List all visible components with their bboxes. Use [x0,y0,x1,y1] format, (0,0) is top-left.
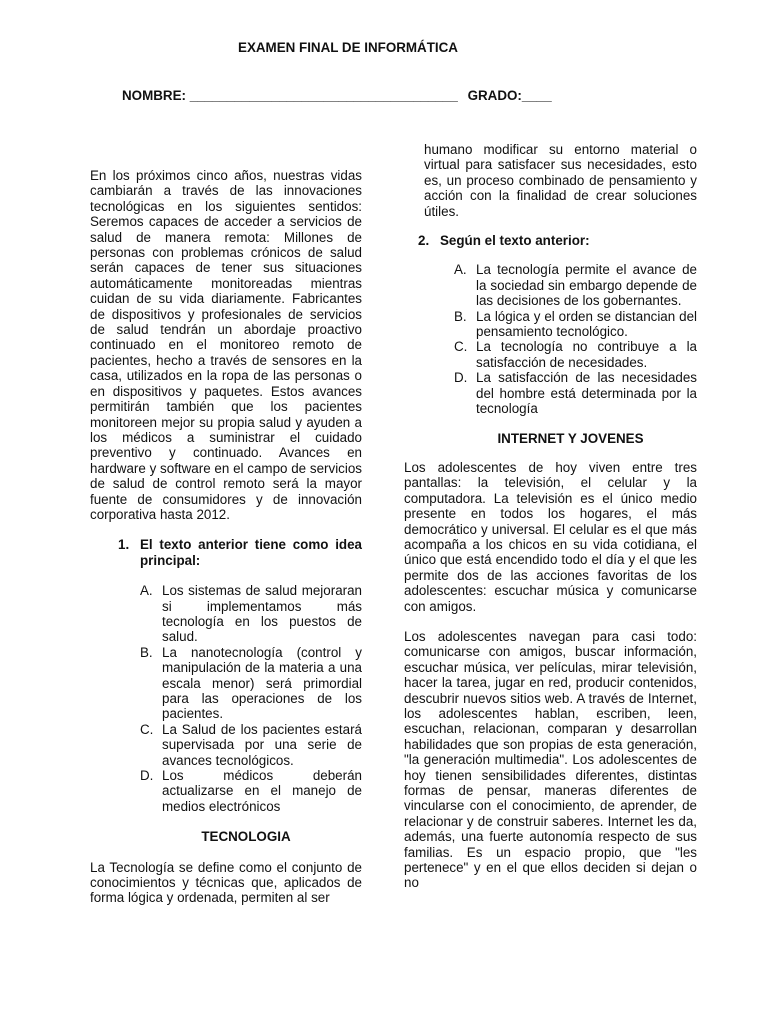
question-1-text: El texto anterior tiene como idea principal: [140,537,362,568]
question-1-option-b [140,645,362,722]
question-1-option-d [140,768,362,814]
question-1-number: 1. [118,537,130,553]
question-2-option-c [454,339,697,370]
question-1-options [140,583,362,814]
question-2-options [454,262,697,416]
intro-paragraph: En los próximos cinco años, nuestras vidas cambiarán a través de las innovaciones tecnológicas en los siguientes sentidos: Seremos capaces de acceder a servicios de salud de manera remota: Millones de personas con problemas crónicos de salud serán capaces de tener sus situaciones automáticamente monitoreadas mientras cuidan de su vida diariamente. Fabricantes de dispositivos y profesionales de servicios de salud tendrán un abordaje proactivo continuado en el monitoreo remoto de pacientes, hecho a través de sensores en la casa, utilizados en la ropa de las personas o en dispositivos y paquetes. Estos avances permitirán también que los pacientes monitoreen mejor su propia salud y ayuden a los médicos a suministrar el cuidado preventivo y continuado. Avances en hardware y software en el campo de servicios de salud de control remoto será la mayor fuente de consumidores y de innovación corporativa hasta 2012. [90,168,362,522]
option-letter: A. [140,583,153,599]
option-letter: D. [454,370,468,386]
right-column [404,142,697,891]
option-text: Los sistemas de salud mejoraran si implementamos más tecnología en los puestos de salud. [162,583,362,645]
tecnologia-heading: TECNOLOGIA [201,829,291,845]
internet-heading: INTERNET Y JOVENES [497,430,644,446]
option-text: Los médicos deberán actualizarse en el manejo de medios electrónicos [162,768,362,814]
question-2-option-a [454,262,697,308]
question-2 [418,233,697,248]
question-2-number: 2. [418,233,430,249]
option-text: La nanotecnología (control y manipulación de la materia a una escala menor) será primordial para las operaciones de los pacientes. [162,644,362,722]
option-text: La tecnología permite el avance de la sociedad sin embargo depende de las decisiones de los gobernantes. [476,262,697,309]
option-text: La lógica y el orden se distancian del pensamiento tecnológico. [476,308,697,340]
question-2-option-d [454,370,697,416]
question-1 [118,537,362,568]
grade-label: GRADO: [467,88,522,103]
option-letter: C. [140,721,154,737]
option-letter: B. [454,308,467,324]
name-label: NOMBRE: [122,88,186,103]
question-1-option-a [140,583,362,645]
question-2-option-b [454,309,697,340]
grade-blank: ____ [521,88,552,103]
name-blank: ____________________________________ [189,88,458,103]
tecnologia-paragraph-end: humano modificar su entorno material o virtual para satisfacer sus necesidades, esto es, un proceso combinado de pensamiento y acción con la finalidad de crear soluciones útiles. [424,142,697,219]
internet-paragraph-2: Los adolescentes navegan para casi todo: comunicarse con amigos, buscar información, escuchar música, ver películas, mirar televisión, hacer la tarea, jugar en red, producir contenidos, descubrir nuevos sitios web. A través de Internet, los adolescentes hablan, escriben, leen, escuchan, relacionan, comparan y desarrollan habilidades que son propias de esta generación, "la generación multimedia". Los adolescentes de hoy tienen sensibilidades diferentes, distintas formas de pensar, maneras diferentes de vincularse con el conocimiento, de aprender, de relacionar y de construir saberes. Internet les da, además, una fuerte autonomía respecto de sus familias. Es un espacio propio, que "les pertenece" y en el que ellos deciden si dejan o no [404,628,697,891]
question-2-text: Según el texto anterior: [440,233,590,249]
option-letter: A. [454,262,467,278]
tecnologia-paragraph-start: La Tecnología se define como el conjunto de conocimientos y técnicas que, aplicados de forma lógica y ordenada, permiten al ser [90,859,362,906]
name-grade-line [122,88,552,103]
option-letter: D. [140,768,154,784]
option-text: La tecnología no contribuye a la satisfacción de necesidades. [476,339,697,370]
option-letter: C. [454,339,468,355]
exam-title: EXAMEN FINAL DE INFORMÁTICA [238,40,458,55]
internet-paragraph-1: Los adolescentes de hoy viven entre tres pantallas: la televisión, el celular y la computadora. La televisión es el único medio presente en todos los hogares, el más democrático y universal. El celular es el que más acompaña a los chicos en su vida cotidiana, el único que está encendido todo el día y el que les permite dos de las acciones favoritas de los adolescentes: escuchar música y comunicarse con amigos. [404,459,697,614]
option-text: La Salud de los pacientes estará supervisada por una serie de avances tecnológicos. [162,721,362,768]
question-1-option-c [140,722,362,768]
option-text: La satisfacción de las necesidades del hombre está determinada por la tecnología [476,370,697,417]
left-column [90,168,362,906]
option-letter: B. [140,644,153,660]
